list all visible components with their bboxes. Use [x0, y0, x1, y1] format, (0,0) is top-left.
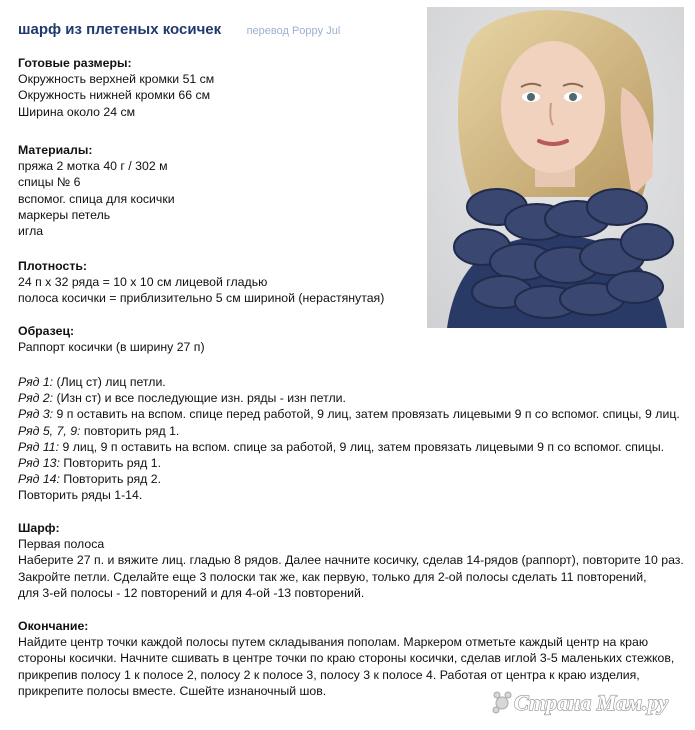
materials-line: маркеры петель: [18, 207, 111, 222]
finishing-line: прикрепите полосы вместе. Сшейте изнаночный шов.: [18, 683, 327, 698]
sizes-line: Окружность нижней кромки 66 см: [18, 88, 211, 103]
scarf-section: [18, 520, 684, 601]
row-text: 9 п оставить на вспом. спице перед работой, 9 лиц, затем провязать лицевыми 9 п со вспомог. спицы, 9 лиц.: [53, 407, 680, 422]
row-label: Ряд 11:: [18, 439, 60, 454]
row-text: (Изн ст) и все последующие изн. ряды - изн петли.: [53, 391, 346, 406]
sample-heading: Образец:: [18, 324, 75, 338]
watermark-text: Страна Мам.ру: [514, 690, 669, 715]
materials-section: [18, 142, 175, 239]
row-instruction: [18, 406, 680, 422]
row-label: Ряд 13:: [18, 456, 60, 471]
row-text: Повторить ряд 1.: [59, 456, 162, 471]
finishing-line: Найдите центр точки каждой полосы путем складывания пополам. Маркером отметьте каждый центр на краю: [18, 635, 649, 650]
row-instruction: [18, 471, 680, 487]
gauge-line: 24 п х 32 ряда = 10 х 10 см лицевой гладью: [18, 275, 268, 290]
article-title: шарф из плетеных косичек: [18, 21, 222, 38]
materials-line: игла: [18, 224, 44, 239]
row-text: (Лиц ст) лиц петли.: [53, 375, 166, 389]
finishing-line: прикрепив полосу 1 к полосе 2, полосу 2 к полосе 3, полосу 3 к полосе 4. Работая от центра к краю изделия,: [18, 667, 640, 682]
row-label: Ряд 3:: [18, 407, 54, 422]
translator-credit: перевод Poppy Jul: [246, 25, 341, 37]
site-watermark: [488, 683, 688, 723]
scarf-heading: Шарф:: [18, 521, 60, 535]
scarf-line: Наберите 27 п. и вяжите лиц. гладью 8 рядов. Далее начните косичку, сделав 14-рядов (раппорт), повторите 10 раз.: [18, 553, 684, 568]
finishing-line: стороны косички. Начните сшивать в центре точки по краю стороны косички, сделав иглой 3-5 маленьких стежков,: [18, 651, 675, 666]
row-instruction: [18, 423, 680, 439]
row-label: Ряд 5, 7, 9:: [18, 423, 81, 438]
materials-heading: Материалы:: [18, 143, 93, 157]
row-label: Ряд 14:: [18, 472, 60, 487]
finishing-heading: Окончание:: [18, 619, 89, 633]
sizes-line: Окружность верхней кромки 51 см: [18, 72, 215, 87]
materials-line: пряжа 2 мотка 40 г / 302 м: [18, 159, 168, 174]
row-label: Ряд 1:: [18, 375, 54, 389]
materials-line: вспомог. спица для косички: [18, 191, 175, 206]
row-instruction: [18, 439, 680, 455]
sample-rows: [18, 374, 680, 504]
repeat-rows: Повторить ряды 1-14.: [18, 488, 143, 503]
sizes-line: Ширина около 24 см: [18, 104, 136, 119]
scarf-line: Первая полоса: [18, 537, 105, 552]
row-instruction: [18, 390, 680, 406]
scarf-line: для 3-ей полосы - 12 повторений и для 4-ой -13 повторений.: [18, 585, 365, 600]
sample-intro: Раппорт косички (в ширину 27 п): [18, 340, 205, 355]
gauge-section: [18, 258, 384, 307]
row-label: Ряд 2:: [18, 391, 54, 406]
row-text: Повторить ряд 2.: [59, 472, 162, 487]
gauge-heading: Плотность:: [18, 259, 88, 273]
row-instruction: [18, 455, 680, 471]
materials-line: спицы № 6: [18, 175, 81, 190]
page-title: [18, 22, 340, 39]
scarf-line: Закройте петли. Сделайте еще 3 полоски так же, как первую, только для 2-ой полосы сделать 11 повторений,: [18, 569, 647, 584]
row-instruction: [18, 374, 680, 390]
row-text: 9 лиц, 9 п оставить на вспом. спице за работой, 9 лиц, затем провязать лицевыми 9 п со вспомог. спицы.: [59, 439, 665, 454]
sizes-section: [18, 55, 214, 120]
sample-section: [18, 323, 205, 355]
row-text: повторить ряд 1.: [80, 423, 180, 438]
gauge-line: полоса косички = приблизительно 5 см шириной (нерастянутая): [18, 291, 385, 306]
sizes-heading: Готовые размеры:: [18, 56, 132, 70]
model-photo: [427, 7, 684, 328]
